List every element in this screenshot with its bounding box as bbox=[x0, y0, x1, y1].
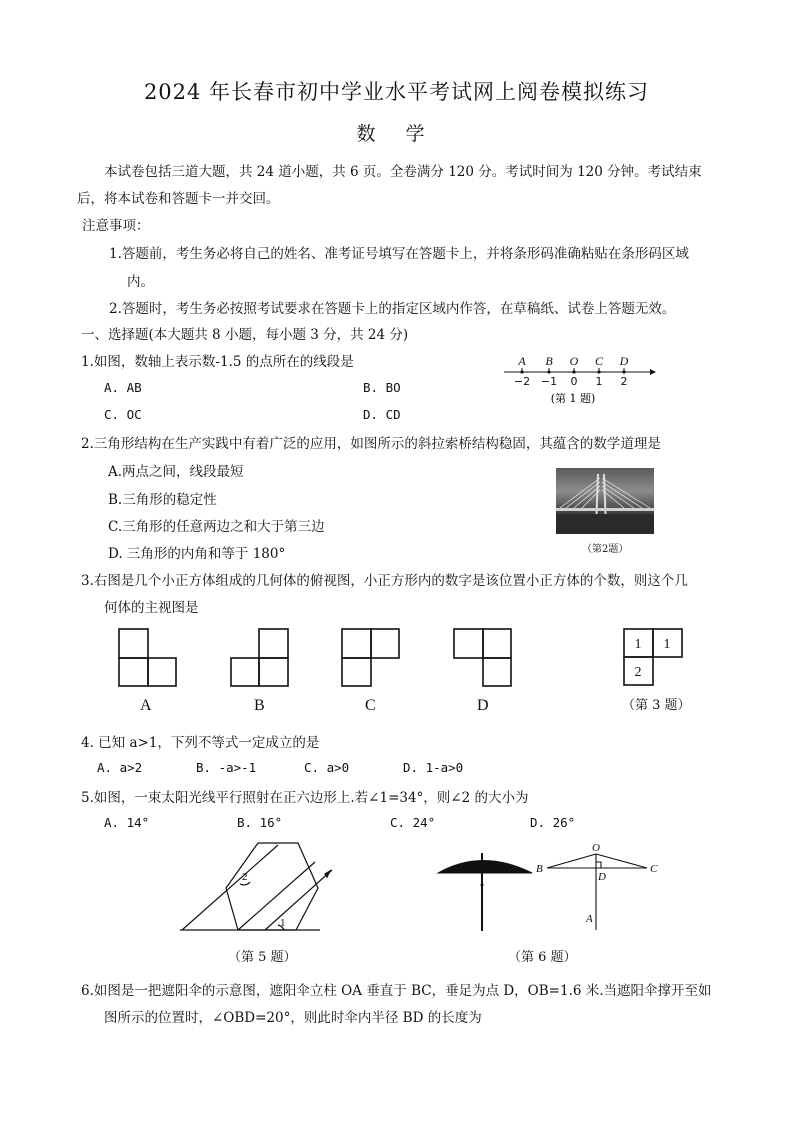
point-b-label: B bbox=[536, 863, 543, 875]
q4-stem: 4. 已知 a>1，下列不等式一定成立的是 bbox=[81, 735, 320, 751]
q1-option-d: D. CD bbox=[363, 407, 401, 422]
page-title: 2024 年长春市初中学业水平考试网上阅卷模拟练习 bbox=[143, 80, 650, 104]
q3-caption: （第 3 题） bbox=[622, 698, 691, 713]
umbrella-figure bbox=[432, 845, 542, 935]
q4-option-a: A. a>2 bbox=[97, 760, 143, 775]
point-c-label: C bbox=[650, 863, 658, 875]
q2-option-a: A.两点之间，线段最短 bbox=[108, 464, 244, 480]
q5-option-d: D. 26° bbox=[530, 815, 576, 830]
section-heading: 一、选择题(本大题共 8 小题，每小题 3 分，共 24 分) bbox=[81, 327, 409, 343]
q1-option-c: C. OC bbox=[104, 407, 142, 422]
q3-option-a-label: A bbox=[140, 697, 152, 714]
q5-stem: 5.如图，一束太阳光线平行照射在正六边形上.若∠1=34°，则∠2 的大小为 bbox=[81, 790, 529, 806]
tick-label-1: 1 bbox=[595, 375, 603, 388]
point-a-label: A bbox=[586, 913, 593, 925]
point-label-d: D bbox=[619, 354, 629, 368]
point-o-label: O bbox=[592, 842, 600, 854]
q5-option-a: A. 14° bbox=[104, 815, 150, 830]
tick-label-neg2: −2 bbox=[513, 375, 531, 388]
q4-option-c: C. a>0 bbox=[304, 760, 350, 775]
point-label-o: O bbox=[569, 354, 579, 368]
point-d-label: D bbox=[598, 871, 606, 883]
angle-2-label: 2 bbox=[242, 871, 248, 883]
q1-option-a: A. AB bbox=[104, 380, 142, 395]
q4-option-d: D. 1-a>0 bbox=[403, 760, 464, 775]
note-2: 2.答题时，考生务必按照考试要求在答题卡上的指定区域内作答，在草稿纸、试卷上答题无效。 bbox=[109, 301, 676, 317]
q3-stem-line-2: 何体的主视图是 bbox=[104, 600, 199, 616]
q2-option-c: C.三角形的任意两边之和大于第三边 bbox=[108, 519, 325, 535]
q1-stem: 1.如图，数轴上表示数-1.5 的点所在的线段是 bbox=[81, 354, 354, 370]
intro-line-1: 本试卷包括三道大题，共 24 道小题，共 6 页。全卷满分 120 分。考试时间为 120 分钟。考试结束 bbox=[104, 164, 702, 180]
q6-stem-line-1: 6.如图是一把遮阳伞的示意图，遮阳伞立柱 OA 垂直于 BC，垂足为点 D，OB=1.6 米.当遮阳伞撑开至如 bbox=[81, 983, 712, 999]
q4-option-b: B. -a>-1 bbox=[196, 760, 257, 775]
q5-caption: （第 5 题） bbox=[228, 950, 297, 965]
q2-option-d: D. 三角形的内角和等于 180° bbox=[108, 546, 286, 562]
note-1-line-2: 内。 bbox=[127, 274, 154, 290]
q5-option-c: C. 24° bbox=[390, 815, 436, 830]
q3-stem-line-1: 3.右图是几个小正方体组成的几何体的俯视图，小正方形内的数字是该位置小正方体的个数，则这个几 bbox=[81, 573, 688, 589]
q3-option-b-label: B bbox=[254, 697, 265, 714]
q3-option-a-figure bbox=[118, 628, 180, 688]
q2-stem: 2.三角形结构在生产实践中有着广泛的应用，如图所示的斜拉索桥结构稳固，其蕴含的数学道理是 bbox=[81, 436, 661, 452]
notes-heading: 注意事项： bbox=[82, 218, 150, 234]
point-label-a: A bbox=[518, 354, 526, 368]
q2-option-b: B.三角形的稳定性 bbox=[108, 492, 217, 508]
q2-caption: （第2题） bbox=[582, 544, 629, 555]
number-line-figure bbox=[500, 350, 660, 410]
tick-label-0: 0 bbox=[570, 375, 578, 388]
q5-option-b: B. 16° bbox=[237, 815, 283, 830]
q6-caption: （第 6 题） bbox=[508, 950, 577, 965]
q3-option-d-label: D bbox=[477, 697, 489, 714]
q3-option-c-figure bbox=[341, 628, 403, 688]
q6-stem-line-2: 图所示的位置时，∠OBD=20°，则此时伞内半径 BD 的长度为 bbox=[104, 1010, 482, 1026]
tick-label-2: 2 bbox=[620, 375, 628, 388]
topview-cell-3: 2 bbox=[634, 665, 642, 680]
hexagon-sunlight-figure bbox=[180, 840, 350, 940]
note-1-line-1: 1.答题前，考生务必将自己的姓名、准考证号填写在答题卡上，并将条形码准确粘贴在条形码区域 bbox=[109, 246, 689, 262]
q1-caption: (第 1 题) bbox=[550, 392, 596, 405]
intro-line-2: 后，将本试卷和答题卡一并交回。 bbox=[77, 191, 280, 207]
subject-title: 数 学 bbox=[356, 123, 437, 145]
q3-option-c-label: C bbox=[365, 697, 376, 714]
topview-cell-1: 1 bbox=[634, 637, 642, 652]
topview-cell-2: 1 bbox=[663, 637, 671, 652]
point-label-b: B bbox=[545, 354, 553, 368]
point-label-c: C bbox=[594, 354, 604, 368]
q3-topview-figure bbox=[623, 628, 685, 688]
q3-option-b-figure bbox=[230, 628, 292, 688]
q3-option-d-figure bbox=[453, 628, 515, 688]
umbrella-diagram bbox=[534, 842, 664, 934]
q1-option-b: B. BO bbox=[363, 380, 401, 395]
angle-1-label: 1 bbox=[280, 917, 286, 929]
bridge-photo bbox=[556, 468, 654, 534]
tick-label-neg1: −1 bbox=[540, 375, 558, 388]
